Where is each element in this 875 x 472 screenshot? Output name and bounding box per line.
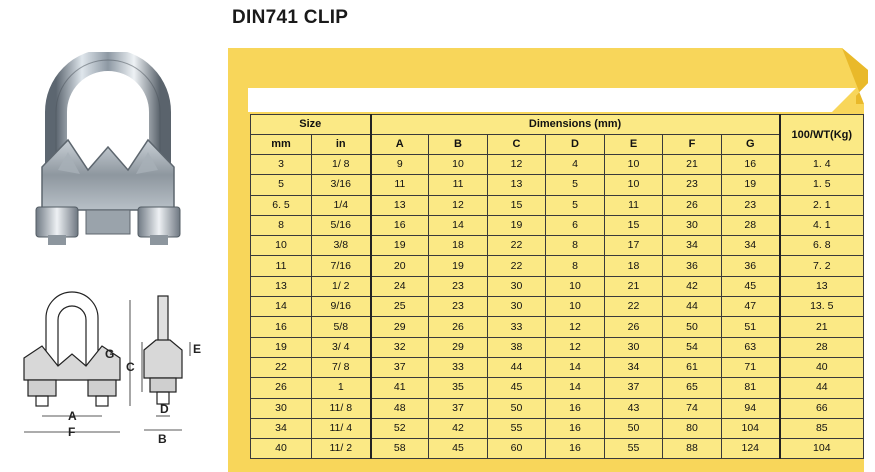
table-row — [251, 317, 864, 337]
cell-dim-d: 12 — [546, 337, 605, 357]
cell-dim-g: 124 — [722, 439, 780, 459]
cell-dim-g: 71 — [722, 357, 780, 377]
cell-dim-g: 45 — [722, 276, 780, 296]
cell-dim-b: 45 — [429, 439, 488, 459]
cell-dim-e: 26 — [605, 317, 663, 337]
cell-dim-b: 26 — [429, 317, 488, 337]
cell-dim-g: 104 — [722, 418, 780, 438]
cell-dim-e: 10 — [605, 175, 663, 195]
cell-weight: 28 — [780, 337, 864, 357]
cell-dim-b: 29 — [429, 337, 488, 357]
cell-dim-c: 15 — [488, 195, 546, 215]
table-row — [251, 215, 864, 235]
cell-dim-f: 61 — [663, 357, 722, 377]
cell-dim-a: 25 — [371, 297, 429, 317]
cell-size-in: 7/ 8 — [312, 357, 371, 377]
table-row — [251, 337, 864, 357]
cell-dim-f: 54 — [663, 337, 722, 357]
cell-dim-d: 8 — [546, 236, 605, 256]
cell-size-mm: 11 — [251, 256, 312, 276]
dim-label-a: A — [68, 409, 77, 423]
cell-dim-f: 23 — [663, 175, 722, 195]
cell-dim-g: 23 — [722, 195, 780, 215]
spec-table — [250, 114, 864, 459]
cell-size-mm: 5 — [251, 175, 312, 195]
cell-dim-b: 33 — [429, 357, 488, 377]
cell-dim-d: 5 — [546, 175, 605, 195]
cell-dim-a: 24 — [371, 276, 429, 296]
header-col-g: G — [722, 135, 780, 155]
cell-dim-b: 11 — [429, 175, 488, 195]
cell-dim-c: 50 — [488, 398, 546, 418]
cell-dim-e: 18 — [605, 256, 663, 276]
cell-dim-f: 50 — [663, 317, 722, 337]
cell-dim-c: 60 — [488, 439, 546, 459]
cell-size-mm: 16 — [251, 317, 312, 337]
page-title: DIN741 CLIP — [232, 7, 349, 28]
cell-dim-f: 74 — [663, 398, 722, 418]
cell-size-in: 3/16 — [312, 175, 371, 195]
cell-dim-a: 37 — [371, 357, 429, 377]
cell-dim-a: 16 — [371, 215, 429, 235]
header-col-f: F — [663, 135, 722, 155]
cell-dim-c: 13 — [488, 175, 546, 195]
table-row — [251, 175, 864, 195]
cell-size-in: 7/16 — [312, 256, 371, 276]
table-row — [251, 236, 864, 256]
cell-weight: 13 — [780, 276, 864, 296]
cell-size-in: 9/16 — [312, 297, 371, 317]
cell-size-mm: 19 — [251, 337, 312, 357]
cell-dim-e: 10 — [605, 155, 663, 175]
cell-size-in: 1/ 2 — [312, 276, 371, 296]
cell-dim-d: 16 — [546, 398, 605, 418]
cell-dim-a: 19 — [371, 236, 429, 256]
cell-dim-g: 16 — [722, 155, 780, 175]
clip-photo — [28, 52, 188, 252]
cell-dim-b: 42 — [429, 418, 488, 438]
dim-label-g: G — [105, 347, 115, 361]
dim-label-b: B — [158, 432, 167, 446]
cell-dim-g: 47 — [722, 297, 780, 317]
header-col-e: E — [605, 135, 663, 155]
header-size: Size — [251, 115, 371, 135]
header-in: in — [312, 135, 371, 155]
cell-dim-e: 30 — [605, 337, 663, 357]
cell-dim-d: 10 — [546, 276, 605, 296]
cell-weight: 1. 4 — [780, 155, 864, 175]
cell-weight: 2. 1 — [780, 195, 864, 215]
cell-dim-b: 14 — [429, 215, 488, 235]
cell-weight: 40 — [780, 357, 864, 377]
cell-size-mm: 13 — [251, 276, 312, 296]
cell-weight: 66 — [780, 398, 864, 418]
cell-dim-a: 9 — [371, 155, 429, 175]
cell-dim-c: 38 — [488, 337, 546, 357]
table-row — [251, 276, 864, 296]
cell-dim-e: 50 — [605, 418, 663, 438]
cell-dim-a: 32 — [371, 337, 429, 357]
cell-weight: 44 — [780, 378, 864, 398]
header-col-a: A — [371, 135, 429, 155]
cell-dim-c: 22 — [488, 256, 546, 276]
table-row — [251, 256, 864, 276]
cell-dim-a: 29 — [371, 317, 429, 337]
cell-weight: 1. 5 — [780, 175, 864, 195]
cell-dim-d: 5 — [546, 195, 605, 215]
table-row — [251, 398, 864, 418]
cell-size-mm: 30 — [251, 398, 312, 418]
header-mm: mm — [251, 135, 312, 155]
cell-dim-f: 80 — [663, 418, 722, 438]
cell-size-in: 1 — [312, 378, 371, 398]
cell-dim-e: 34 — [605, 357, 663, 377]
cell-weight: 13. 5 — [780, 297, 864, 317]
cell-dim-b: 19 — [429, 256, 488, 276]
cell-size-mm: 14 — [251, 297, 312, 317]
cell-dim-a: 11 — [371, 175, 429, 195]
cell-dim-b: 23 — [429, 297, 488, 317]
cell-size-mm: 26 — [251, 378, 312, 398]
cell-dim-c: 33 — [488, 317, 546, 337]
cell-dim-b: 35 — [429, 378, 488, 398]
cell-dim-a: 41 — [371, 378, 429, 398]
cell-dim-f: 26 — [663, 195, 722, 215]
cell-dim-g: 51 — [722, 317, 780, 337]
cell-dim-f: 21 — [663, 155, 722, 175]
cell-dim-g: 94 — [722, 398, 780, 418]
cell-dim-c: 19 — [488, 215, 546, 235]
cell-dim-f: 44 — [663, 297, 722, 317]
header-col-c: C — [488, 135, 546, 155]
cell-dim-g: 28 — [722, 215, 780, 235]
cell-dim-e: 37 — [605, 378, 663, 398]
cell-dim-b: 23 — [429, 276, 488, 296]
table-row — [251, 195, 864, 215]
cell-dim-g: 34 — [722, 236, 780, 256]
cell-dim-f: 36 — [663, 256, 722, 276]
clip-dimension-drawing — [6, 288, 221, 468]
cell-weight: 21 — [780, 317, 864, 337]
dim-label-e: E — [193, 342, 202, 356]
dim-label-d: D — [160, 402, 169, 416]
cell-size-in: 3/8 — [312, 236, 371, 256]
cell-dim-c: 30 — [488, 276, 546, 296]
cell-dim-e: 15 — [605, 215, 663, 235]
cell-size-mm: 3 — [251, 155, 312, 175]
table-row — [251, 378, 864, 398]
cell-dim-a: 48 — [371, 398, 429, 418]
table-row — [251, 439, 864, 459]
cell-dim-g: 36 — [722, 256, 780, 276]
cell-dim-e: 17 — [605, 236, 663, 256]
header-dimensions: Dimensions (mm) — [371, 115, 780, 135]
table-row — [251, 357, 864, 377]
cell-dim-d: 4 — [546, 155, 605, 175]
cell-size-in: 11/ 2 — [312, 439, 371, 459]
cell-dim-a: 20 — [371, 256, 429, 276]
cell-size-in: 5/8 — [312, 317, 371, 337]
cell-dim-g: 19 — [722, 175, 780, 195]
cell-dim-b: 37 — [429, 398, 488, 418]
cell-dim-c: 55 — [488, 418, 546, 438]
dim-label-c: C — [126, 360, 135, 374]
cell-dim-c: 45 — [488, 378, 546, 398]
cell-dim-d: 8 — [546, 256, 605, 276]
cell-dim-a: 13 — [371, 195, 429, 215]
cell-dim-g: 63 — [722, 337, 780, 357]
spec-table-container — [250, 114, 863, 459]
cell-dim-c: 44 — [488, 357, 546, 377]
cell-dim-d: 14 — [546, 378, 605, 398]
cell-dim-a: 58 — [371, 439, 429, 459]
cell-dim-b: 12 — [429, 195, 488, 215]
cell-dim-c: 30 — [488, 297, 546, 317]
cell-dim-f: 42 — [663, 276, 722, 296]
cell-size-mm: 34 — [251, 418, 312, 438]
cell-dim-d: 12 — [546, 317, 605, 337]
cell-size-in: 1/ 8 — [312, 155, 371, 175]
table-row — [251, 418, 864, 438]
cell-dim-f: 30 — [663, 215, 722, 235]
cell-size-mm: 10 — [251, 236, 312, 256]
header-weight: 100/WT(Kg) — [780, 115, 864, 155]
cell-dim-e: 43 — [605, 398, 663, 418]
cell-dim-d: 16 — [546, 439, 605, 459]
cell-dim-d: 16 — [546, 418, 605, 438]
cell-size-mm: 22 — [251, 357, 312, 377]
cell-dim-c: 22 — [488, 236, 546, 256]
cell-dim-g: 81 — [722, 378, 780, 398]
cell-dim-f: 34 — [663, 236, 722, 256]
cell-size-in: 11/ 8 — [312, 398, 371, 418]
cell-dim-b: 10 — [429, 155, 488, 175]
header-col-b: B — [429, 135, 488, 155]
cell-dim-d: 10 — [546, 297, 605, 317]
cell-dim-e: 21 — [605, 276, 663, 296]
header-col-d: D — [546, 135, 605, 155]
dim-label-f: F — [68, 425, 76, 439]
cell-dim-a: 52 — [371, 418, 429, 438]
cell-weight: 6. 8 — [780, 236, 864, 256]
cell-dim-c: 12 — [488, 155, 546, 175]
cell-dim-d: 6 — [546, 215, 605, 235]
cell-size-mm: 40 — [251, 439, 312, 459]
cell-size-mm: 8 — [251, 215, 312, 235]
spec-table-body — [251, 155, 864, 459]
cell-size-in: 11/ 4 — [312, 418, 371, 438]
cell-size-in: 5/16 — [312, 215, 371, 235]
cell-dim-b: 18 — [429, 236, 488, 256]
cell-dim-f: 88 — [663, 439, 722, 459]
cell-dim-e: 55 — [605, 439, 663, 459]
cell-size-mm: 6. 5 — [251, 195, 312, 215]
cell-weight: 4. 1 — [780, 215, 864, 235]
cell-dim-e: 11 — [605, 195, 663, 215]
cell-weight: 7. 2 — [780, 256, 864, 276]
cell-dim-f: 65 — [663, 378, 722, 398]
table-row — [251, 155, 864, 175]
cell-dim-e: 22 — [605, 297, 663, 317]
cell-size-in: 1/4 — [312, 195, 371, 215]
cell-dim-d: 14 — [546, 357, 605, 377]
table-row — [251, 297, 864, 317]
cell-weight: 85 — [780, 418, 864, 438]
cell-size-in: 3/ 4 — [312, 337, 371, 357]
cell-weight: 104 — [780, 439, 864, 459]
